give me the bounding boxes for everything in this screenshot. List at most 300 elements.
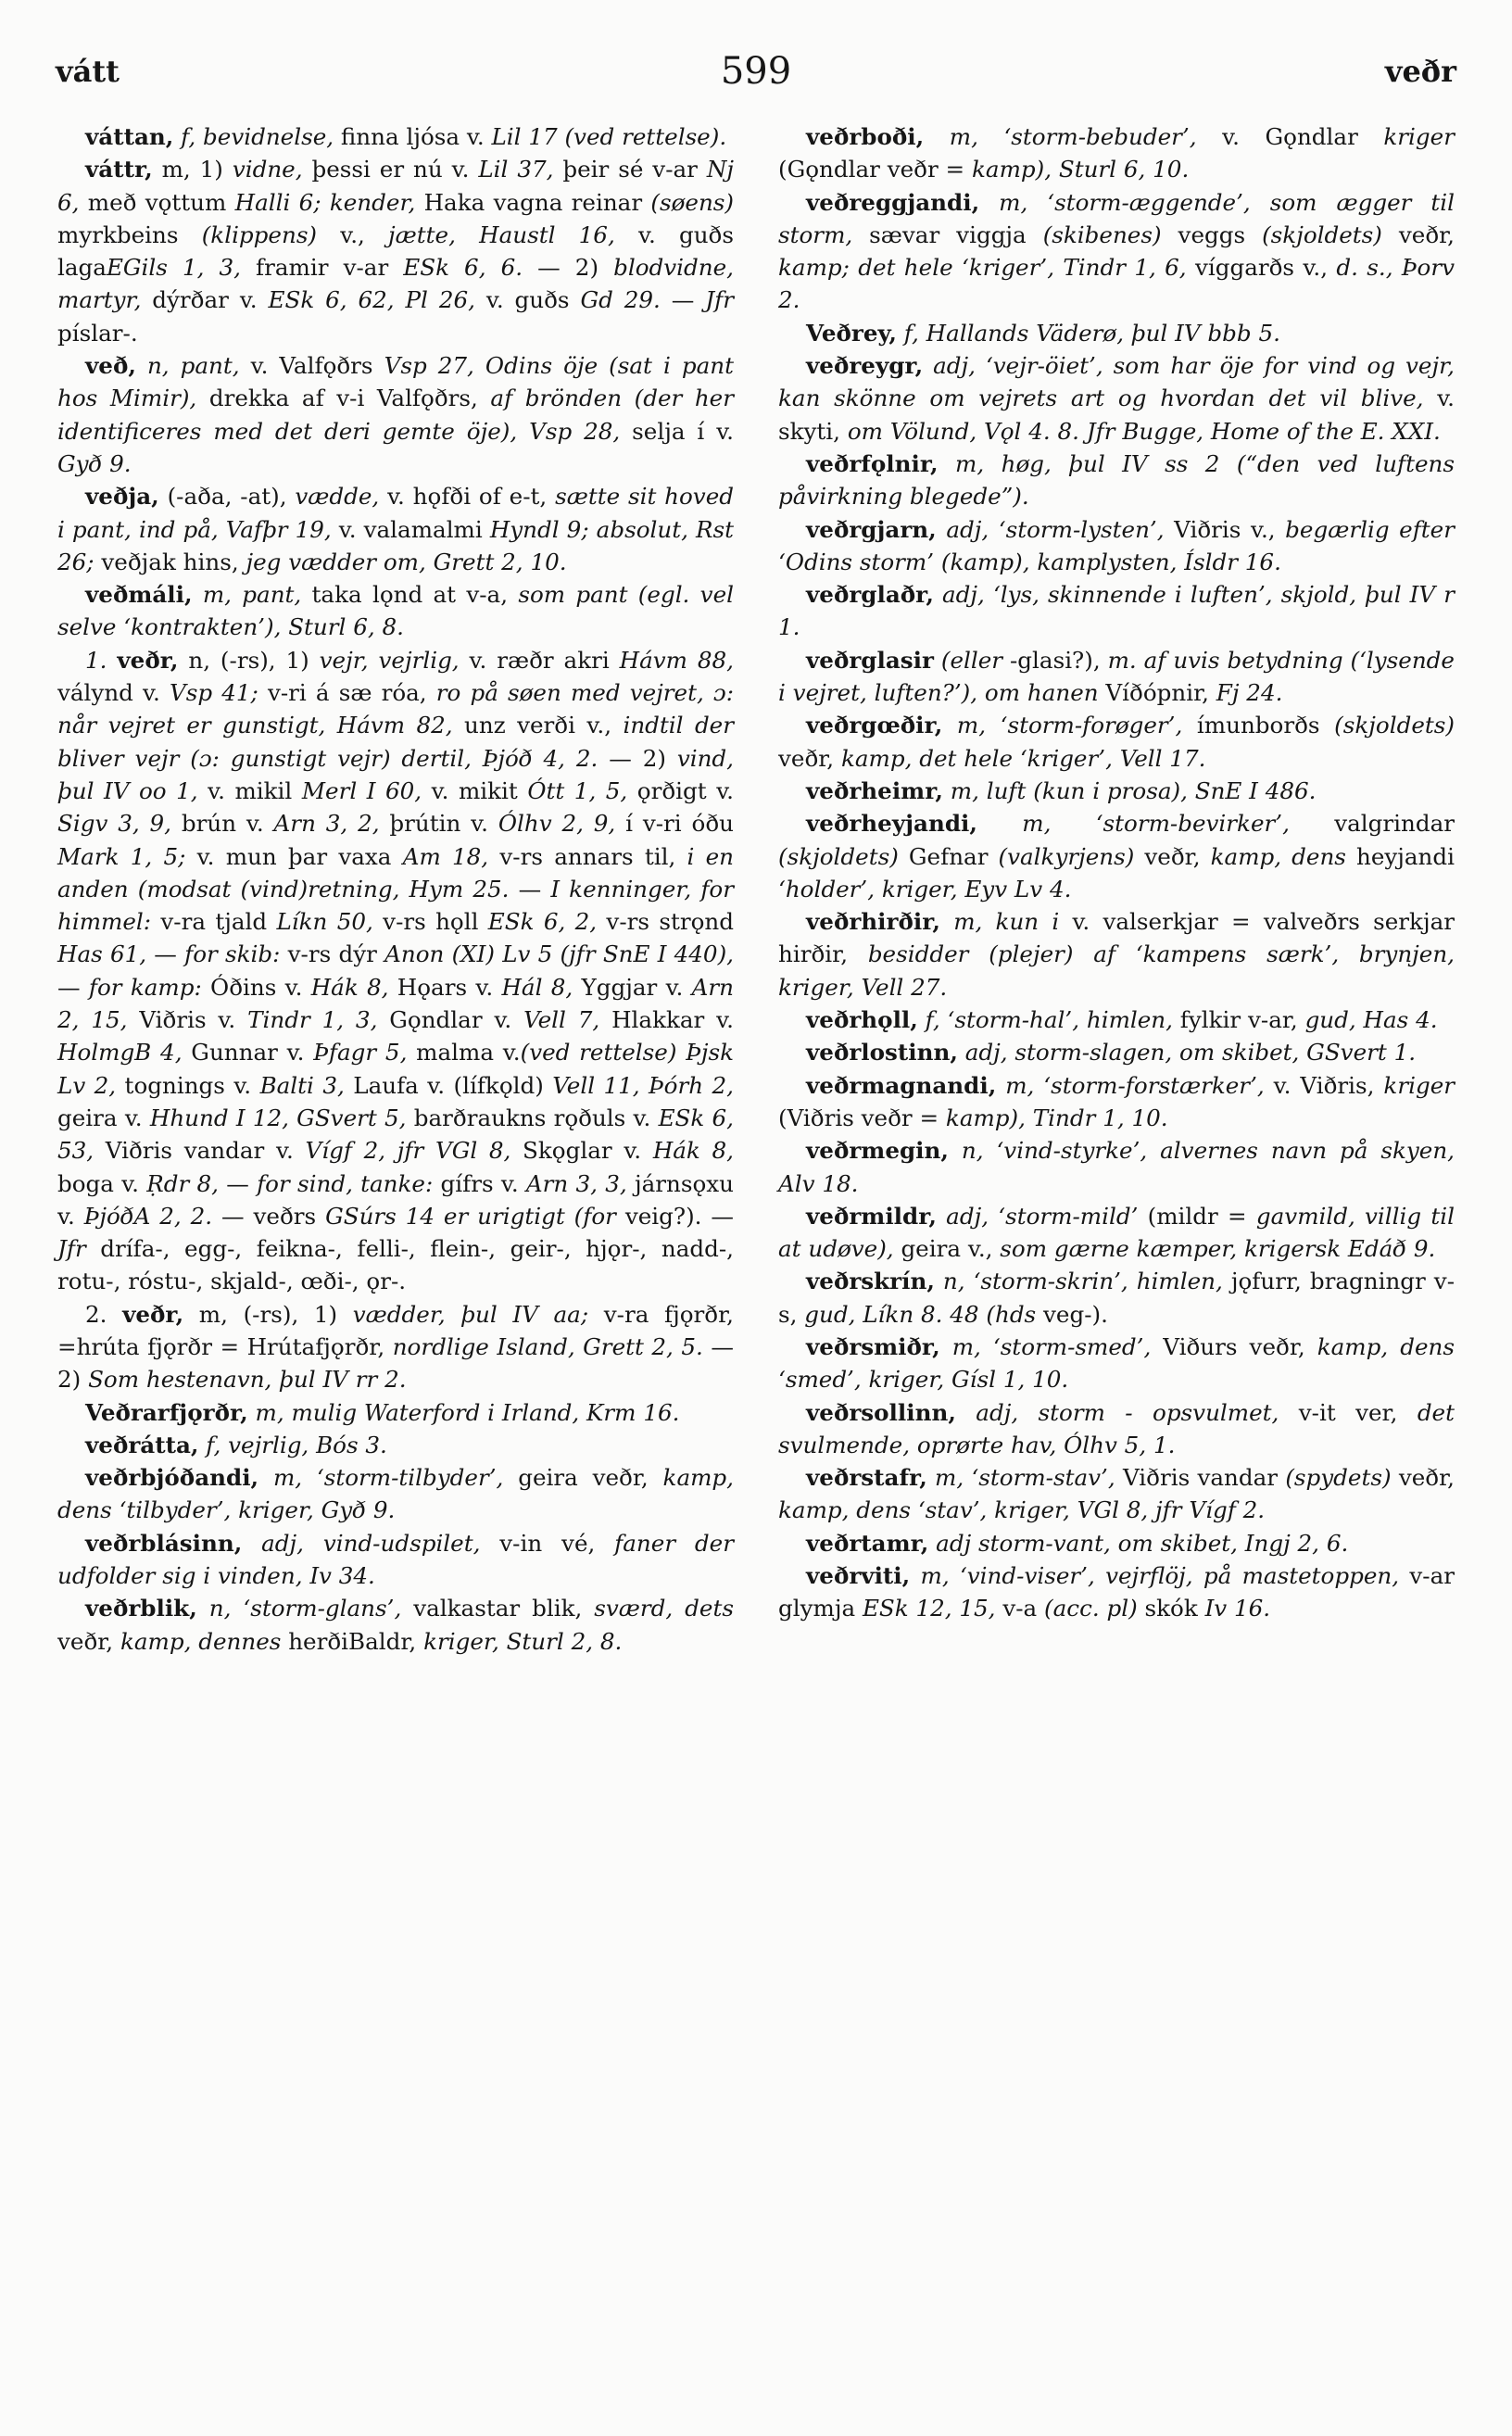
entry-text: veðr, — [1381, 221, 1455, 248]
page-header — [56, 50, 1456, 100]
dictionary-entry — [57, 1592, 734, 1658]
entry-text: — — [509, 875, 551, 902]
entry-italic-text: Lil 37, — [478, 156, 554, 183]
entry-italic-text: adj, ‘storm-lysten’, — [936, 515, 1165, 543]
entry-italic-text: Has 61, — [57, 940, 147, 968]
entry-italic-text: f, vejrlig, Bós 3. — [198, 1431, 387, 1458]
entry-italic-text: f, ‘storm-hal’, himlen, — [917, 1006, 1173, 1034]
entry-text: Víðópnir, — [1098, 679, 1216, 707]
entry-text: þrútin v. — [379, 810, 498, 838]
entry-italic-text: Nj 6, — [57, 156, 735, 216]
entry-italic-text: n, pant, — [146, 352, 240, 380]
entry-headword: veðrmagnandi, — [806, 1071, 997, 1099]
entry-text: Viðris vandar v. — [94, 1137, 306, 1165]
entry-italic-text: vind, þul IV oo 1, — [57, 744, 734, 804]
entry-italic-text: som pant (egl. vel selve ‘kontrakten’), Sturl 6, 8. — [57, 581, 734, 641]
dictionary-entry — [778, 644, 1455, 710]
dictionary-entry — [778, 709, 1455, 775]
entry-text: Viðris v., — [1164, 515, 1286, 543]
entry-text — [136, 352, 147, 379]
entry-italic-text: det svulmende, oprørte hav, Ólhv 5, 1. — [778, 1398, 1455, 1458]
entry-text: v. Gǫndlar — [1196, 123, 1384, 150]
entry-italic-text: adj, ‘lys, skinnende i luften’, skjold, þul IV r 1. — [778, 581, 1455, 641]
entry-italic-text: ‘holder’, kriger, Eyv Lv 4. — [778, 875, 1072, 902]
entry-italic-text: m. af uvis betydning (‘lysende i vejret, luften?’), om hanen — [778, 646, 1455, 707]
dictionary-entry — [778, 349, 1455, 448]
entry-text: veggs — [1161, 221, 1263, 248]
entry-text: — 2) — [57, 1332, 734, 1394]
entry-text: Hǫars v. — [388, 973, 502, 1001]
entry-headword: veðrheimr, — [806, 776, 943, 804]
entry-text: — veðrs — [212, 1202, 326, 1230]
entry-italic-text: adj, storm - opsvulmet, — [955, 1398, 1279, 1426]
entry-headword: veðrsmiðr, — [806, 1332, 940, 1360]
entry-italic-text: blodvidne, martyr, — [57, 254, 734, 314]
entry-italic-text: m, ‘storm-forstærker’, — [996, 1071, 1265, 1099]
entry-text: v-ri á sæ róa, — [258, 679, 436, 707]
entry-text: v-rs hǫll — [372, 908, 488, 936]
entry-italic-text: (skjoldets) — [1262, 221, 1382, 248]
entry-italic-text: adj, vind-udspilet, — [242, 1529, 481, 1557]
entry-italic-text: for kamp: — [88, 973, 202, 1001]
dictionary-entry — [57, 578, 734, 644]
entry-italic-text: gud, Líkn 8. 48 (hds — [804, 1300, 1037, 1328]
entry-italic-text: Merl I 60, — [301, 776, 422, 804]
entry-text: n, (-rs), 1) — [178, 646, 320, 674]
entry-headword: veð, — [85, 352, 136, 380]
entry-headword: veðrsollinn, — [806, 1398, 956, 1426]
entry-italic-text: kamp, det hele ‘kriger’, Vell 17. — [840, 744, 1206, 772]
entry-italic-text: begærlig efter ‘Odins storm’ (kamp), kamplysten, Ísldr 16. — [778, 515, 1455, 575]
entry-italic-text: vejr, vejrlig, — [319, 646, 460, 674]
entry-headword: veðrglasir — [806, 646, 934, 674]
entry-italic-text: Anon (XI) Lv 5 (jfr SnE I 440), — [384, 940, 734, 968]
dictionary-entry — [778, 448, 1455, 513]
entry-text: — — [57, 973, 89, 1001]
entry-italic-text: ESk 6, 62, Pl 26, — [268, 286, 475, 314]
dictionary-entry — [778, 513, 1455, 579]
entry-italic-text: kamp, dens ‘stav’, kriger, VGl 8, jfr Vígf 2. — [778, 1496, 1266, 1524]
entry-italic-text: Tindr 1, 3, — [247, 1006, 378, 1034]
entry-text — [934, 647, 941, 674]
entry-text: Viðris v. — [127, 1006, 248, 1034]
entry-text: v. mikil — [197, 776, 302, 804]
entry-italic-text: Ótt 1, 5, — [527, 776, 628, 804]
entry-text: — — [146, 940, 185, 968]
entry-italic-text: kriger, Sturl 2, 8. — [423, 1627, 623, 1655]
dictionary-entry — [57, 480, 734, 578]
entry-text: veg-). — [1036, 1300, 1108, 1328]
entry-headword: veðrskrín, — [806, 1268, 935, 1295]
dictionary-entry — [57, 349, 734, 480]
entry-italic-text: (valkyrjens) — [998, 842, 1135, 870]
entry-text: með vǫttum — [79, 188, 235, 216]
entry-text: myrkbeins — [57, 221, 202, 248]
entry-text: Skǫglar v. — [510, 1137, 653, 1165]
entry-headword: veðrfǫlnir, — [806, 449, 939, 477]
entry-text: -glasi?), — [1002, 646, 1108, 674]
entry-text: dýrðar v. — [141, 286, 269, 314]
entry-text: v-ra tjald — [151, 908, 277, 936]
entry-headword: váttan, — [85, 123, 174, 150]
entry-text: herðiBaldr, — [281, 1627, 424, 1655]
entry-italic-text: Hál 8, — [501, 973, 573, 1001]
entry-italic-text: ESk 12, 15, — [862, 1595, 996, 1622]
entry-headword: veðrlostinn, — [806, 1039, 958, 1067]
entry-italic-text: (skjoldets) — [1334, 712, 1455, 739]
entry-text: jǫfurr, bragningr v-s, — [778, 1268, 1455, 1328]
entry-italic-text: for skib: — [184, 940, 281, 968]
entry-italic-text: (ved rettelse) Þjsk Lv 2, — [57, 1039, 734, 1099]
entry-italic-text: Ṛdr 8, — [146, 1169, 219, 1197]
entry-text: — — [218, 1169, 258, 1197]
page-number: 599 — [720, 50, 792, 93]
entry-text: geira v., — [893, 1235, 1001, 1263]
entry-text: finna ljósa v. — [334, 123, 492, 150]
entry-italic-text: Hhund I 12, GSvert 5, — [149, 1104, 407, 1131]
entry-text: veðr, — [1134, 842, 1211, 870]
entry-text: fylkir v-ar, — [1172, 1006, 1305, 1034]
entry-italic-text: m, ‘storm-bebuder’, — [924, 123, 1197, 150]
entry-italic-text: (skibenes) — [1042, 221, 1162, 248]
entry-headword: veðrheyjandi, — [806, 810, 977, 838]
entry-italic-text: Jfr — [57, 1235, 86, 1263]
entry-text: v. hǫfði of e-t, — [379, 483, 556, 511]
header-right-guideword: veðr — [1384, 54, 1456, 89]
entry-text: veðr, — [1391, 1464, 1455, 1492]
entry-italic-text: Gd 29. — [580, 286, 661, 314]
entry-text: Óðins v. — [201, 973, 311, 1001]
entry-italic-text: (klippens) — [201, 221, 318, 248]
entry-italic-text: Hák 8, — [652, 1137, 734, 1165]
entry-italic-text: kamp, dennes — [120, 1627, 282, 1655]
dictionary-entry — [57, 1429, 734, 1461]
entry-text: v-in vé, — [480, 1529, 615, 1557]
dictionary-entry — [57, 120, 734, 153]
entry-italic-text: m, pant, — [192, 581, 302, 609]
entry-text: járnsǫxu v. — [57, 1169, 734, 1230]
entry-headword: veðreggjandi, — [806, 188, 980, 216]
entry-italic-text: m, ‘storm-smed’, — [939, 1332, 1152, 1360]
entry-italic-text: m, ‘storm-tilbyder’, — [258, 1464, 504, 1492]
entry-text: v. mun þar vaxa — [185, 842, 403, 870]
entry-italic-text: besidder (plejer) af ‘kampens særk’, brynjen, kriger, Vell 27. — [778, 940, 1455, 1001]
entry-italic-text: ESk 6, 53, — [57, 1104, 734, 1165]
entry-italic-text: EGils 1, 3, — [106, 254, 241, 282]
entry-text: m, 1) — [152, 156, 233, 183]
header-left-guideword: vátt — [56, 54, 120, 89]
entry-italic-text: d. s., Þorv 2. — [778, 254, 1455, 314]
entry-italic-text: Líkn 50, — [276, 908, 373, 936]
entry-text: drífa-, egg-, feikna-, felli-, flein-, geir-, hjǫr-, nadd-, rotu-, róstu-, skjald-, œði-, ǫr-. — [57, 1235, 734, 1295]
dictionary-entry — [778, 1265, 1455, 1331]
entry-italic-text: Lil 17 (ved rettelse). — [491, 123, 727, 150]
entry-text: v-rs annars til, — [488, 842, 687, 870]
entry-text: brún v. — [171, 810, 274, 838]
entry-text: boga v. — [57, 1169, 147, 1197]
entry-italic-text: kamp), Tindr 1, 10. — [945, 1104, 1168, 1131]
entry-italic-text: Am 18, — [402, 842, 489, 870]
entry-headword: Veðrey, — [806, 319, 897, 347]
entry-italic-text: (eller — [940, 646, 1003, 674]
dictionary-entry — [778, 905, 1455, 1003]
entry-italic-text: (skjoldets) — [778, 842, 899, 870]
dictionary-entry — [778, 1527, 1455, 1559]
dictionary-entry — [778, 578, 1455, 644]
entry-text: malma v. — [407, 1039, 521, 1067]
entry-italic-text: f, Hallands Väderø, þul IV bbb 5. — [896, 319, 1280, 347]
entry-text: veðr, — [57, 1627, 120, 1655]
entry-headword: Veðrarfjǫrðr, — [85, 1398, 248, 1426]
dictionary-entry — [778, 120, 1455, 186]
entry-headword: veðrviti, — [806, 1562, 911, 1590]
entry-italic-text: n, ‘vind-styrke’, alvernes navn på skyen, Alv 18. — [778, 1137, 1455, 1197]
entry-italic-text: kamp; det hele ‘kriger’, Tindr 1, 6, — [778, 254, 1187, 282]
entry-headword: veðrglaðr, — [806, 581, 934, 609]
entry-italic-text: (søens) — [650, 188, 735, 216]
entry-text: v-ra fjǫrðr, =hrúta fjǫrðr = Hrútafjǫrðr, — [57, 1300, 734, 1360]
entry-headword: veðrbjóðandi, — [85, 1464, 259, 1492]
entry-italic-text: ESk 6, 2, — [487, 908, 598, 936]
entry-text: gífrs v. — [433, 1169, 526, 1197]
entry-headword: váttr, — [85, 156, 153, 183]
entry-text: v-rs dýr — [280, 940, 385, 968]
entry-italic-text: ESk 6, 6. — [403, 254, 523, 282]
entry-text: Laufa v. (lífkǫld) — [344, 1071, 553, 1099]
entry-text: tognings v. — [116, 1071, 260, 1099]
entry-text: (mildr = — [1138, 1202, 1256, 1230]
entry-italic-text: m, ‘storm-forøger’, — [942, 712, 1183, 739]
entry-text: þessi er nú v. — [302, 156, 479, 183]
entry-italic-text: ro på søen med vejret, ɔ: når vejret er gunstigt, Hávm 82, — [57, 679, 734, 739]
entry-italic-text: m, ‘storm-æggende’, som ægger til storm, — [778, 188, 1455, 248]
entry-italic-text: vædde, — [295, 483, 380, 511]
entry-text: valkastar blik, — [401, 1595, 595, 1622]
dictionary-entry — [778, 1559, 1455, 1625]
entry-italic-text: Vell 11, Þórh 2, — [552, 1071, 734, 1099]
entry-text: — 2) — [598, 744, 677, 772]
entry-italic-text: Þfagr 5, — [313, 1039, 408, 1067]
entry-italic-text: Hávm 88, — [619, 646, 734, 674]
entry-text: drekka af v-i Valfǫðrs, — [196, 385, 491, 412]
entry-italic-text: kamp, dens ‘smed’, kriger, Gísl 1, 10. — [778, 1332, 1455, 1394]
entry-italic-text: n, ‘storm-glans’, — [196, 1595, 402, 1622]
entry-headword: veðrhǫll, — [806, 1006, 918, 1034]
entry-text: v. valamalmi — [331, 515, 490, 543]
entry-italic-text: vædder, þul IV aa; — [352, 1300, 589, 1328]
entry-italic-text: Vell 7, — [523, 1006, 600, 1034]
entry-italic-text: HolmgB 4, — [57, 1039, 183, 1067]
entry-text: víggarðs v., — [1186, 254, 1337, 282]
entry-headword: veðrhirðir, — [806, 908, 940, 936]
entry-text: Gǫndlar v. — [377, 1006, 524, 1034]
entry-text: m, (-rs), 1) — [183, 1300, 353, 1328]
entry-text: Gunnar v. — [182, 1039, 314, 1067]
entry-text: geira v. — [57, 1104, 150, 1131]
entry-italic-text: I kenninger, for himmel: — [57, 875, 734, 936]
entry-text: v. guðs laga — [57, 221, 734, 282]
entry-italic-text: GSúrs 14 er urigtigt (for — [325, 1202, 616, 1230]
entry-text: ǫrðigt v. — [627, 776, 734, 804]
entry-italic-text: om Völund, Vǫl 4. 8. Jfr Bugge, Home of the E. XXI. — [847, 417, 1441, 445]
entry-text: v. guðs — [474, 286, 581, 314]
entry-italic-text: f, bevidnelse, — [181, 123, 334, 150]
entry-italic-text: Jfr — [705, 286, 734, 314]
entry-headword: veðrboði, — [806, 123, 925, 150]
entry-text: v-rs strǫnd — [597, 908, 734, 936]
entry-text: Viðris vandar — [1115, 1464, 1286, 1492]
entry-italic-text: Gyð 9. — [57, 449, 132, 477]
entry-text: sævar viggja — [852, 221, 1043, 248]
dictionary-entry — [778, 1331, 1455, 1396]
entry-italic-text: af brönden (der her identificeres med det deri gemte öje), Vsp 28, — [57, 385, 734, 445]
entry-italic-text: m, luft (kun i prosa), SnE I 486. — [942, 776, 1317, 804]
dictionary-entry — [57, 644, 734, 1298]
entry-headword: veðr, — [122, 1300, 184, 1328]
entry-text: taka lǫnd at v-a, — [301, 581, 519, 609]
entry-headword: veðrgjarn, — [806, 515, 937, 543]
entry-headword: veðja, — [85, 483, 159, 511]
dictionary-entry — [778, 775, 1455, 807]
entry-italic-text: gud, Has 4. — [1304, 1006, 1438, 1034]
entry-text: v. valserkjar = valveðrs serkjar hirðir, — [778, 908, 1455, 968]
entry-headword: veðrblásinn, — [85, 1529, 243, 1557]
entry-text: Haka vagna reinar — [415, 188, 651, 216]
dictionary-entry — [778, 1003, 1455, 1036]
entry-italic-text: n, ‘storm-skrin’, himlen, — [934, 1268, 1223, 1295]
entry-text: v., — [317, 221, 389, 248]
entry-italic-text: nordlige Island, Grett 2, 5. — [392, 1332, 703, 1360]
dictionary-entry — [778, 1069, 1455, 1135]
entry-italic-text: adj, storm-slagen, om skibet, GSvert 1. — [957, 1039, 1417, 1067]
entry-italic-text: m, kun i — [939, 908, 1060, 936]
entry-italic-text: jætte, Haustl 16, — [388, 221, 615, 248]
entry-text: í v-ri óðu — [615, 810, 734, 838]
entry-text: heyjandi — [1345, 842, 1455, 870]
entry-text: 2. — [85, 1300, 123, 1328]
entry-text: v. mikit — [422, 776, 528, 804]
entry-text: framir v-ar — [240, 254, 404, 282]
entry-text: geira veðr, — [503, 1464, 663, 1492]
entry-italic-text: (acc. pl) — [1044, 1595, 1138, 1622]
entry-text: v-ar glymja — [778, 1562, 1455, 1622]
dictionary-entry — [57, 153, 734, 349]
entry-headword: veðrátta, — [85, 1431, 199, 1458]
dictionary-entry — [57, 1298, 734, 1396]
entry-headword: veðrmildr, — [806, 1202, 937, 1230]
entry-text: þeir sé v-ar — [553, 156, 707, 183]
entry-italic-text: vidne, — [232, 156, 303, 183]
entry-text: valgrindar — [1289, 810, 1455, 838]
entry-italic-text: Hák 8, — [310, 973, 389, 1001]
dictionary-entry — [57, 1527, 734, 1593]
entry-italic-text: jeg vædder om, Grett 2, 10. — [246, 548, 567, 575]
entry-italic-text: kriger — [1383, 123, 1455, 150]
dictionary-entry — [778, 1134, 1455, 1200]
entry-text: Gefnar — [898, 842, 999, 870]
dictionary-entry — [778, 186, 1455, 317]
entry-italic-text: Hyndl 9; absolut, Rst 26; — [57, 515, 735, 575]
entry-italic-text: kamp, dens ‘tilbyder’, kriger, Gyð 9. — [57, 1464, 734, 1524]
entry-text: veig?). — — [615, 1202, 735, 1230]
entry-text: v. ræðr akri — [459, 646, 620, 674]
entry-text: (Viðris veðr = — [778, 1104, 946, 1131]
entry-headword: veðr, — [117, 646, 179, 674]
entry-italic-text: m, mulig Waterford i Irland, Krm 16. — [247, 1398, 680, 1426]
entry-italic-text: gavmild, villig til at udøve), — [778, 1202, 1455, 1263]
entry-text: v-a — [995, 1595, 1045, 1622]
entry-headword: veðrblik, — [85, 1595, 197, 1622]
entry-headword: veðrstafr, — [806, 1464, 927, 1492]
dictionary-entry — [778, 1200, 1455, 1266]
entry-text — [173, 123, 181, 150]
entry-italic-text: Vsp 41; — [169, 679, 258, 707]
entry-text: veðr, — [778, 744, 841, 772]
dictionary-entry — [57, 1396, 734, 1429]
entry-italic-text: kriger — [1383, 1071, 1455, 1099]
entry-headword: veðreygr, — [806, 352, 924, 380]
entry-text: ímunborðs — [1182, 712, 1335, 739]
entry-headword: veðrmegin, — [806, 1137, 949, 1165]
entry-italic-text: i en anden (modsat (vind)retning, Hym 25. — [57, 842, 735, 902]
entry-text: unz verði v., — [452, 712, 624, 739]
entry-italic-text: m, ‘storm-stav’, — [926, 1464, 1115, 1492]
entry-italic-text: Ólhv 2, 9, — [498, 810, 616, 838]
entry-text: v. Valfǫðrs — [239, 352, 384, 380]
entry-text: Viðurs veðr, — [1151, 1332, 1317, 1360]
entry-text: selja í v. — [620, 417, 734, 445]
entry-italic-text: adj, ‘storm-mild’ — [936, 1202, 1139, 1230]
entry-headword: veðmáli, — [85, 581, 193, 609]
dictionary-entry — [778, 1036, 1455, 1068]
entry-italic-text: Vígf 2, jfr VGl 8, — [305, 1137, 511, 1165]
entry-italic-text: Halli 6; kender, — [234, 188, 416, 216]
entry-text: — — [660, 286, 706, 314]
entry-text: veðjak hins, — [94, 548, 246, 575]
entry-italic-text: Iv 16. — [1204, 1595, 1271, 1622]
entry-italic-text: som gærne kæmper, krigersk Edáð 9. — [1000, 1235, 1436, 1263]
entry-italic-text: Balti 3, — [259, 1071, 345, 1099]
dictionary-entry — [778, 1396, 1455, 1462]
dictionary-entry — [778, 1461, 1455, 1527]
dictionary-entry — [778, 807, 1455, 905]
entry-italic-text: Sigv 3, 9, — [57, 810, 171, 838]
entry-italic-text: for sind, tanke: — [257, 1169, 434, 1197]
entry-italic-text: indtil der bliver vejr (ɔ: gunstigt vejr) dertil, Þjóð 4, 2. — [57, 712, 734, 772]
entry-italic-text: adj storm-vant, om skibet, Ingj 2, 6. — [928, 1529, 1349, 1557]
entry-italic-text: m, ‘vind-viser’, vejrflöj, på mastetoppen, — [910, 1562, 1400, 1590]
entry-italic-text: Arn 3, 2, — [273, 810, 380, 838]
right-column — [778, 120, 1455, 1625]
entry-italic-text: 1. — [85, 646, 118, 674]
dictionary-entry — [57, 1461, 734, 1527]
entry-text: skók — [1137, 1595, 1205, 1622]
entry-text: v. Viðris, — [1264, 1071, 1384, 1099]
entry-italic-text: Som hestenavn, þul IV rr 2. — [88, 1366, 407, 1394]
entry-italic-text: kamp), Sturl 6, 10. — [972, 156, 1190, 183]
entry-italic-text: Mark 1, 5; — [57, 842, 186, 870]
entry-text: válynd v. — [57, 679, 170, 707]
entry-text: v. skyti, — [778, 385, 1455, 445]
entry-text: píslar-. — [57, 319, 138, 347]
entry-headword: veðrgœðir, — [806, 712, 943, 739]
entry-italic-text: Vsp 27, Odins öje (sat i pant hos Mimir), — [57, 352, 734, 412]
entry-text: v-it ver, — [1279, 1398, 1418, 1426]
entry-italic-text: ÞjóðA 2, 2. — [83, 1202, 213, 1230]
entry-italic-text: m, ‘storm-bevirker’, — [976, 810, 1290, 838]
entry-text: Hlakkar v. — [599, 1006, 734, 1034]
entry-text: — 2) — [523, 254, 614, 282]
